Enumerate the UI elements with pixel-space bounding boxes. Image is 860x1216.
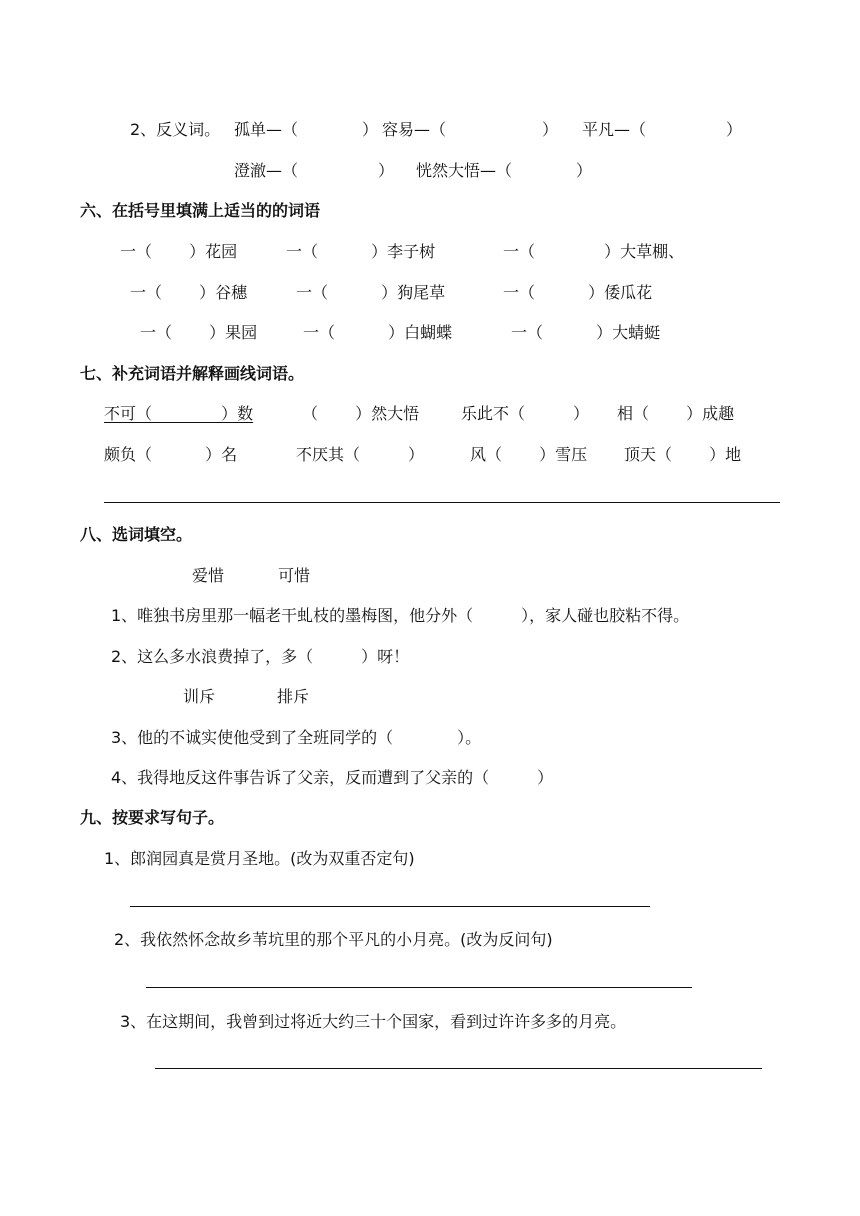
fill-item: 一（ ）白蝴蝶: [303, 323, 453, 342]
antonym-item: 容易—（ ）: [382, 120, 559, 139]
idiom-item: 顶天（ ）地: [624, 445, 742, 464]
question-text: 2、我依然怀念故乡苇坑里的那个平凡的小月亮。(改为反问句): [114, 930, 553, 949]
question-text: 3、他的不诚实使他受到了全班同学的（ ）。: [111, 728, 482, 747]
fill-item: 一（ ）狗尾草: [296, 283, 446, 302]
antonym-item: 孤单—（ ）: [234, 120, 379, 139]
section-7-title: 七、补充词语并解释画线词语。: [80, 364, 305, 383]
idiom-item: （ ）然大悟: [302, 404, 420, 423]
fill-item: 一（ ）谷穗: [130, 283, 248, 302]
section-8-title: 八、选词填空。: [80, 525, 193, 544]
fill-item: 一（ ）倭瓜花: [503, 283, 653, 302]
idiom-item: 乐此不（ ）: [461, 404, 590, 423]
fill-item: 一（ ）花园: [120, 242, 238, 261]
answer-line: [130, 906, 650, 907]
answer-line: [104, 502, 780, 503]
word-choice: 可惜: [278, 566, 311, 585]
idiom-item: 颇负（ ）名: [104, 445, 238, 464]
word-choice: 排斥: [277, 687, 310, 706]
idiom-item: 不厌其（ ）: [296, 445, 425, 464]
question-text: 1、唯独书房里那一幅老干虬枝的墨梅图，他分外（ ），家人碰也胶粘不得。: [111, 606, 690, 625]
antonym-label: 2、反义词。: [130, 120, 221, 139]
idiom-item: 风（ ）雪压: [470, 445, 588, 464]
section-9-title: 九、按要求写句子。: [80, 808, 225, 827]
idiom-item: 相（ ）成趣: [617, 404, 735, 423]
word-choice: 训斥: [183, 687, 216, 706]
fill-item: 一（ ）果园: [140, 323, 258, 342]
question-text: 4、我得地反这件事告诉了父亲，反而遭到了父亲的（ ）: [111, 768, 554, 787]
idiom-underlined: 不可（ ）数: [104, 404, 254, 423]
question-text: 1、郎润园真是赏月圣地。(改为双重否定句): [104, 849, 415, 868]
fill-item: 一（ ）大蜻蜓: [511, 323, 661, 342]
antonym-item: 澄澈—（ ）: [234, 161, 395, 180]
fill-item: 一（ ）李子树: [286, 242, 436, 261]
question-text: 2、这么多水浪费掉了，多（ ）呀！: [111, 647, 410, 666]
answer-line: [146, 987, 692, 988]
antonym-item: 恍然大悟—（ ）: [416, 161, 593, 180]
section-6-title: 六、在括号里填满上适当的的词语: [80, 201, 321, 220]
fill-item: 一（ ）大草棚、: [503, 242, 685, 261]
question-text: 3、在这期间，我曾到过将近大约三十个国家，看到过许许多多的月亮。: [120, 1012, 627, 1031]
word-choice: 爱惜: [192, 566, 225, 585]
answer-line: [155, 1068, 762, 1069]
antonym-item: 平凡—（ ）: [582, 120, 743, 139]
